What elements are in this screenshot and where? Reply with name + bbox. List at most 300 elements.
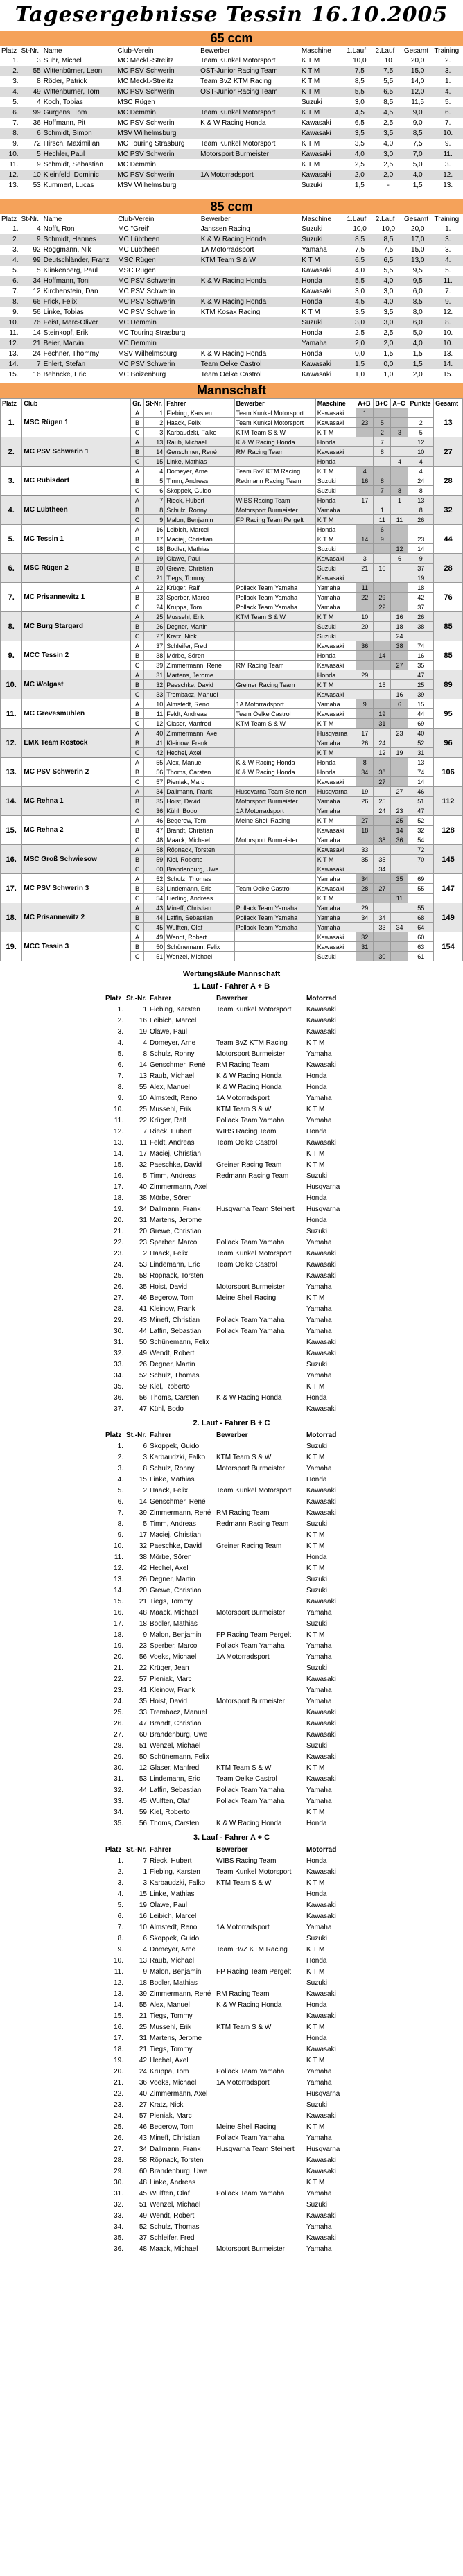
lauf-cell: Degner, Martin bbox=[150, 1361, 195, 1368]
team-cell: Kawasaki bbox=[315, 661, 356, 670]
team-cell: 27 bbox=[143, 632, 164, 641]
team-cell: 22 bbox=[356, 593, 374, 602]
lauf-cell: Wenzel, Michael bbox=[150, 1742, 201, 1750]
result-cell bbox=[199, 97, 300, 107]
lauf-cell: 2. bbox=[117, 1017, 123, 1025]
team-cell: Hoist, David bbox=[165, 797, 234, 806]
result-row bbox=[0, 87, 463, 97]
lauf-row bbox=[104, 2155, 353, 2166]
team-cell bbox=[234, 864, 315, 874]
result-row bbox=[0, 107, 463, 118]
team-cell bbox=[234, 525, 315, 534]
result-row bbox=[0, 286, 463, 297]
team-cell: 16 bbox=[143, 525, 164, 534]
lauf-row bbox=[104, 1193, 353, 1204]
lauf-cell: 5 bbox=[143, 1172, 147, 1180]
lauf-cell: K T M bbox=[306, 1809, 325, 1816]
result-cell: 4 bbox=[37, 225, 41, 233]
result-row bbox=[0, 307, 463, 317]
lauf-cell: 17. bbox=[114, 1620, 123, 1628]
team-row bbox=[1, 816, 463, 826]
lauf-cell: Suzuki bbox=[306, 1664, 328, 1672]
lauf-cell: 19. bbox=[114, 2057, 123, 2064]
team-cell: 56 bbox=[143, 767, 164, 777]
team-cell: Tiegs, Tommy bbox=[165, 573, 234, 583]
team-cell: Kleinow, Frank bbox=[165, 738, 234, 748]
result-cell: MC PSV Schwerin bbox=[118, 308, 175, 316]
lauf-row bbox=[104, 1452, 353, 1463]
result-cell: 6. bbox=[433, 107, 463, 118]
team-cell: 54 bbox=[143, 894, 164, 903]
lauf-cell: 14 bbox=[139, 1061, 147, 1069]
result-cell: Honda bbox=[300, 276, 345, 286]
team-cell: Husqvarna bbox=[315, 729, 356, 738]
lauf-cell: 35 bbox=[139, 1283, 147, 1291]
lauf-cell: K T M bbox=[306, 1161, 325, 1169]
result-cell: 11,5 bbox=[411, 98, 424, 106]
result-cell: Hechler, Paul bbox=[42, 149, 116, 159]
team-cell bbox=[356, 864, 374, 874]
team-cell: Glaser, Manfred bbox=[165, 719, 234, 729]
team-cell: Brandt, Christian bbox=[165, 826, 234, 835]
team-cell: Hechel, Axel bbox=[165, 748, 234, 758]
lauf-row bbox=[104, 1171, 353, 1182]
lauf-cell: 14. bbox=[114, 1150, 123, 1158]
team-cell: C bbox=[131, 486, 144, 496]
lauf-cell: 15. bbox=[114, 1161, 123, 1169]
lauf-cell: 5. bbox=[117, 1050, 123, 1058]
team-cell: B bbox=[131, 593, 144, 602]
team-cell: 18 bbox=[391, 622, 408, 632]
result-cell: Kawasaki bbox=[302, 371, 332, 378]
team-cell bbox=[356, 806, 374, 816]
lauf-row bbox=[104, 1282, 353, 1293]
team-position: 1. bbox=[1, 408, 22, 437]
team-cell: Kratz, Nick bbox=[165, 632, 234, 641]
team-cell: Wendt, Robert bbox=[165, 932, 234, 942]
lauf-cell: Motorsport Burmeister bbox=[216, 2245, 285, 2253]
team-cell: 5 bbox=[143, 476, 164, 486]
team-cell: Martens, Jerome bbox=[165, 670, 234, 680]
lauf-cell bbox=[215, 1741, 305, 1752]
team-cell: Mussehl, Erik bbox=[165, 612, 234, 622]
lauf-cell: Kawasaki bbox=[306, 1350, 336, 1357]
lauf-cell: 25. bbox=[114, 1709, 123, 1716]
lauf-cell: 11 bbox=[139, 1139, 147, 1147]
team-cell: B bbox=[131, 884, 144, 894]
lauf-cell: Kawasaki bbox=[306, 1339, 336, 1346]
lauf3-header-row bbox=[104, 1845, 353, 1856]
result-cell: K T M bbox=[300, 66, 345, 76]
lauf-cell: 17 bbox=[139, 1150, 147, 1158]
result-cell: 5,0 bbox=[412, 161, 423, 168]
lauf-row bbox=[104, 1204, 353, 1215]
team-cell: 8 bbox=[408, 486, 434, 496]
lauf-cell: Hechel, Axel bbox=[150, 1565, 189, 1572]
team-cell: 6 bbox=[374, 525, 391, 534]
lauf-cell bbox=[215, 1663, 305, 1674]
result-row bbox=[0, 297, 463, 307]
lauf-row bbox=[104, 1160, 353, 1171]
team-cell bbox=[391, 476, 408, 486]
lauf-row bbox=[104, 1718, 353, 1730]
lauf-cell: 47 bbox=[139, 1720, 147, 1728]
team-cell: Yamaha bbox=[315, 806, 356, 816]
team-cell bbox=[374, 467, 391, 476]
team-cell: Wulften, Olaf bbox=[165, 923, 234, 932]
team-club: MCC Tessin 3 bbox=[22, 932, 131, 961]
result-cell: 2,0 bbox=[374, 170, 403, 180]
team-cell: A bbox=[131, 699, 144, 709]
page-title: Tagesergebnisse Tessin 16.10.2005 bbox=[15, 3, 448, 27]
team-cell: Kühl, Bodo bbox=[165, 806, 234, 816]
lauf-cell: 10. bbox=[114, 1542, 123, 1550]
team-cell: B bbox=[131, 447, 144, 457]
lauf-cell: Suzuki bbox=[306, 1620, 328, 1628]
lauf-row bbox=[104, 1093, 353, 1104]
team-cell bbox=[234, 457, 315, 467]
team-cell bbox=[374, 932, 391, 942]
lauf-cell: Alex, Manuel bbox=[150, 2001, 190, 2009]
result-cell: 3,0 bbox=[345, 317, 374, 328]
lauf-cell: Bodler, Mathias bbox=[150, 1979, 198, 1987]
lauf-cell: Tiegs, Tommy bbox=[150, 1598, 193, 1605]
result-cell: Suhr, Michel bbox=[43, 57, 82, 64]
result-cell: MC PSV Schwerin bbox=[116, 359, 200, 369]
lauf-cell: 33. bbox=[114, 2212, 123, 2220]
team-cell: Mineff, Christian bbox=[165, 903, 234, 913]
team-cell: Kawasaki bbox=[315, 418, 356, 428]
lauf-cell: Yamaha bbox=[306, 1050, 332, 1058]
lauf-cell: 2. bbox=[117, 1454, 123, 1461]
result-cell: MC Meckl.-Strelitz bbox=[117, 78, 174, 85]
lauf-row bbox=[104, 1911, 353, 1922]
lauf-cell: Zimmermann, René bbox=[150, 1509, 211, 1517]
lauf-cell: 7 bbox=[143, 1128, 147, 1135]
column-header: B+C bbox=[374, 399, 391, 408]
team-cell: 61 bbox=[408, 952, 434, 961]
lauf-row bbox=[104, 1530, 353, 1541]
team-cell: FP Racing Team Pergelt bbox=[234, 515, 315, 525]
team-cell bbox=[391, 952, 408, 961]
lauf-cell: 44 bbox=[139, 1328, 147, 1335]
team-position: 11. bbox=[1, 699, 22, 729]
lauf-cell: 20 bbox=[139, 1587, 147, 1594]
lauf-cell: 27 bbox=[139, 2101, 147, 2109]
lauf-cell bbox=[215, 2155, 305, 2166]
result-cell: 1A Motorradsport bbox=[199, 170, 300, 180]
lauf-cell: Tiegs, Tommy bbox=[150, 2012, 193, 2020]
result-row bbox=[0, 359, 463, 369]
result-cell: 4,0 bbox=[383, 140, 394, 148]
result-row bbox=[0, 266, 463, 276]
team-cell: K T M bbox=[315, 612, 356, 622]
team-cell bbox=[391, 651, 408, 661]
lauf-row bbox=[104, 1508, 353, 1519]
lauf-cell: 49 bbox=[139, 1350, 147, 1357]
team-cell: Lieding, Andreas bbox=[165, 894, 234, 903]
result-cell: Team Kunkel Motorsport bbox=[200, 140, 276, 148]
team-cell: 20 bbox=[356, 622, 374, 632]
lauf-row bbox=[104, 2033, 353, 2044]
team-cell: 31 bbox=[408, 748, 434, 758]
result-cell: 2,0 bbox=[412, 371, 423, 378]
result-cell: MSV Wilhelmsburg bbox=[118, 350, 177, 358]
team-cell: C bbox=[131, 864, 144, 874]
lauf-cell: 26 bbox=[139, 1576, 147, 1583]
column-header: Name bbox=[43, 215, 62, 223]
lauf-cell: Maciej, Christian bbox=[150, 1150, 201, 1158]
lauf-cell bbox=[215, 2100, 305, 2111]
result-cell: MC Demmin bbox=[116, 107, 199, 118]
team-cell: 63 bbox=[408, 942, 434, 952]
team-cell: C bbox=[131, 544, 144, 554]
team-cell: Yamaha bbox=[315, 835, 356, 845]
lauf-row bbox=[104, 1574, 353, 1585]
lauf-row bbox=[104, 2166, 353, 2177]
team-cell: 9 bbox=[374, 534, 391, 544]
team-cell: A bbox=[131, 845, 144, 855]
team-cell: 43 bbox=[143, 903, 164, 913]
team-cell: 55 bbox=[408, 884, 434, 894]
lauf-cell bbox=[215, 2055, 305, 2066]
lauf-cell: 36. bbox=[114, 2245, 123, 2253]
lauf-row bbox=[104, 2222, 353, 2233]
team-cell: 25 bbox=[391, 816, 408, 826]
result-cell: 8,5 bbox=[374, 234, 403, 245]
lauf-row bbox=[104, 1967, 353, 1978]
team-cell: Maciej, Christian bbox=[165, 534, 234, 544]
team-cell: 11 bbox=[143, 709, 164, 719]
result-row bbox=[0, 349, 463, 359]
lauf-row bbox=[104, 1027, 353, 1038]
team-cell bbox=[374, 874, 391, 884]
result-cell: Suzuki bbox=[300, 317, 345, 328]
lauf-row bbox=[104, 1486, 353, 1497]
lauf-cell: Yamaha bbox=[306, 2190, 332, 2198]
lauf-cell: 55 bbox=[139, 2001, 147, 2009]
lauf-cell: 13. bbox=[114, 1990, 123, 1998]
team-cell: 27 bbox=[374, 884, 391, 894]
team-total: 13 bbox=[434, 408, 463, 437]
lauf-cell: Brandenburg, Uwe bbox=[150, 1731, 208, 1739]
result-cell: 20,0 bbox=[410, 57, 425, 64]
lauf-cell: 28. bbox=[114, 1742, 123, 1750]
lauf-cell: Yamaha bbox=[306, 1328, 332, 1335]
team-cell: 26 bbox=[408, 612, 434, 622]
team-cell: 5 bbox=[408, 428, 434, 437]
team-cell: 8 bbox=[356, 758, 374, 767]
result-cell: K & W Racing Honda bbox=[200, 350, 267, 358]
team-row bbox=[1, 670, 463, 680]
team-cell: 37 bbox=[143, 641, 164, 651]
lauf-cell bbox=[215, 1807, 305, 1818]
lauf-cell: 50 bbox=[139, 1753, 147, 1761]
result-cell: K T M bbox=[301, 57, 320, 64]
result-cell: 4. bbox=[0, 255, 20, 266]
lauf-cell: Honda bbox=[306, 1957, 327, 1965]
team-cell: 14 bbox=[374, 651, 391, 661]
team-cell bbox=[374, 845, 391, 855]
team-cell: 34 bbox=[374, 913, 391, 923]
result-cell: 1. bbox=[445, 225, 451, 233]
team-cell: A bbox=[131, 903, 144, 913]
result-cell: MC "Greif" bbox=[118, 225, 151, 233]
team-cell: Motorsport Burmeister bbox=[234, 505, 315, 515]
team-cell bbox=[391, 758, 408, 767]
team-cell bbox=[391, 564, 408, 573]
lauf-cell: K T M bbox=[306, 1968, 325, 1976]
team-cell bbox=[234, 632, 315, 641]
team-cell: 74 bbox=[408, 767, 434, 777]
lauf-row bbox=[104, 1038, 353, 1049]
lauf-cell: Maack, Michael bbox=[150, 1609, 198, 1617]
result-cell: 1. bbox=[445, 78, 451, 85]
class-65-band: 65 ccm bbox=[0, 31, 463, 46]
team-cell: C bbox=[131, 894, 144, 903]
lauf-cell bbox=[215, 1016, 305, 1027]
team-cell: 26 bbox=[143, 622, 164, 632]
team-cell bbox=[408, 894, 434, 903]
lauf-cell: 57 bbox=[139, 2112, 147, 2120]
team-cell bbox=[391, 738, 408, 748]
lauf-cell: 1. bbox=[117, 1006, 123, 1013]
team-cell: Schleifer, Fred bbox=[165, 641, 234, 651]
lauf-cell: 9 bbox=[143, 1631, 147, 1639]
lauf-cell: K & W Racing Honda bbox=[216, 2001, 282, 2009]
result-cell: Koch, Tobias bbox=[43, 98, 83, 106]
lauf-row bbox=[104, 2133, 353, 2144]
team-cell: B bbox=[131, 651, 144, 661]
result-cell: 10,0 bbox=[381, 225, 396, 233]
team-position: 16. bbox=[1, 845, 22, 874]
lauf-cell: 17. bbox=[114, 1183, 123, 1191]
lauf-cell bbox=[215, 1978, 305, 1989]
lauf-cell: 35. bbox=[114, 1383, 123, 1391]
team-cell: 7 bbox=[374, 437, 391, 447]
team-cell: Honda bbox=[315, 670, 356, 680]
lauf1-header-row bbox=[104, 993, 353, 1004]
team-cell: 19 bbox=[143, 554, 164, 564]
lauf-row bbox=[104, 1741, 353, 1752]
result-cell: 3,0 bbox=[354, 98, 365, 106]
lauf-cell: Husqvarna bbox=[306, 1183, 340, 1191]
lauf-cell bbox=[215, 1752, 305, 1763]
lauf-cell: Olawe, Paul bbox=[150, 1028, 187, 1036]
team-cell: A bbox=[131, 554, 144, 564]
result-cell: 6. bbox=[0, 276, 20, 286]
team-cell: A bbox=[131, 670, 144, 680]
team-cell: 28 bbox=[356, 884, 374, 894]
result-cell: 12,0 bbox=[403, 87, 433, 97]
result-cell: MC Touring Strasburg bbox=[118, 329, 186, 337]
lauf-cell: 1A Motorradsport bbox=[216, 2079, 270, 2087]
team-cell: Krüger, Ralf bbox=[165, 583, 234, 593]
lauf-cell: Mussehl, Erik bbox=[150, 1106, 192, 1113]
team-cell bbox=[391, 903, 408, 913]
lauf-cell: Pollack Team Yamaha bbox=[216, 1798, 285, 1805]
team-club: MC Rehna 1 bbox=[22, 787, 131, 816]
lauf-row bbox=[104, 2089, 353, 2100]
team-cell: Suzuki bbox=[315, 622, 356, 632]
team-cell: C bbox=[131, 719, 144, 729]
team-cell: Kawasaki bbox=[315, 942, 356, 952]
team-cell: 10 bbox=[143, 699, 164, 709]
team-cell bbox=[374, 583, 391, 593]
lauf-cell: Glaser, Manfred bbox=[150, 1764, 200, 1772]
lauf-cell: Martens, Jerome bbox=[150, 2035, 202, 2042]
result-cell: MC Demmin bbox=[117, 161, 156, 168]
lauf-cell: 24. bbox=[114, 1261, 123, 1269]
lauf-cell: Team Kunkel Motorsport bbox=[216, 1250, 292, 1257]
team-cell: 47 bbox=[408, 670, 434, 680]
result-cell: Team BvZ KTM Racing bbox=[200, 78, 272, 85]
team-cell bbox=[356, 835, 374, 845]
team-cell: Sperber, Marco bbox=[165, 593, 234, 602]
result-row bbox=[0, 255, 463, 266]
lauf-cell: Mörbe, Sören bbox=[150, 1194, 192, 1202]
result-row bbox=[0, 118, 463, 128]
team-cell: Thoms, Carsten bbox=[165, 767, 234, 777]
lauf-cell: K T M bbox=[306, 1565, 325, 1572]
lauf-row bbox=[104, 1774, 353, 1785]
result-cell: 3,0 bbox=[374, 149, 403, 159]
lauf-cell: 5. bbox=[117, 1487, 123, 1495]
lauf-cell: KTM Team S & W bbox=[216, 1106, 272, 1113]
lauf-row bbox=[104, 1933, 353, 1944]
lauf-cell: Motorsport Burmeister bbox=[216, 1465, 285, 1472]
team-cell: 40 bbox=[143, 729, 164, 738]
lauf-cell: 13. bbox=[114, 1139, 123, 1147]
lauf-cell: Suzuki bbox=[306, 1576, 328, 1583]
lauf-cell: 31. bbox=[114, 1339, 123, 1346]
lauf-row bbox=[104, 2111, 353, 2122]
result-cell: 3. bbox=[433, 66, 463, 76]
lauf-cell: WIBS Racing Team bbox=[216, 1857, 277, 1865]
lauf-row bbox=[104, 2211, 353, 2222]
team-cell: 23 bbox=[356, 418, 374, 428]
result-cell: MSC Rügen bbox=[117, 98, 155, 106]
team-cell: Malon, Benjamin bbox=[165, 515, 234, 525]
team-cell: 69 bbox=[408, 874, 434, 884]
result-cell: 5 bbox=[37, 267, 41, 275]
team-cell: C bbox=[131, 573, 144, 583]
lauf-cell: Sperber, Marco bbox=[150, 1239, 198, 1246]
team-total: 106 bbox=[434, 758, 463, 787]
lauf-row bbox=[104, 1071, 353, 1082]
lauf-cell: 18 bbox=[139, 1979, 147, 1987]
team-cell bbox=[391, 864, 408, 874]
team-cell: 38 bbox=[374, 835, 391, 845]
team-cell: 60 bbox=[408, 932, 434, 942]
lauf-cell: Almstedt, Reno bbox=[150, 1924, 198, 1931]
lauf-cell: Zimmermann, René bbox=[150, 1990, 211, 1998]
team-cell: Kawasaki bbox=[315, 641, 356, 651]
lauf-cell: 3. bbox=[117, 1465, 123, 1472]
result-cell: 1. bbox=[12, 57, 19, 64]
lauf-cell: 21 bbox=[139, 1598, 147, 1605]
team-position: 5. bbox=[1, 525, 22, 554]
team-cell: 4 bbox=[356, 467, 374, 476]
result-cell: 1,5 bbox=[383, 350, 394, 358]
lauf-cell: 31. bbox=[114, 1775, 123, 1783]
team-cell: B bbox=[131, 913, 144, 923]
team-cell bbox=[374, 942, 391, 952]
lauf-row bbox=[104, 2200, 353, 2211]
result-cell: MSV Wilhelmsburg bbox=[117, 182, 177, 189]
result-cell: KTM Team S & W bbox=[200, 255, 301, 266]
lauf-cell: 2 bbox=[143, 1250, 147, 1257]
